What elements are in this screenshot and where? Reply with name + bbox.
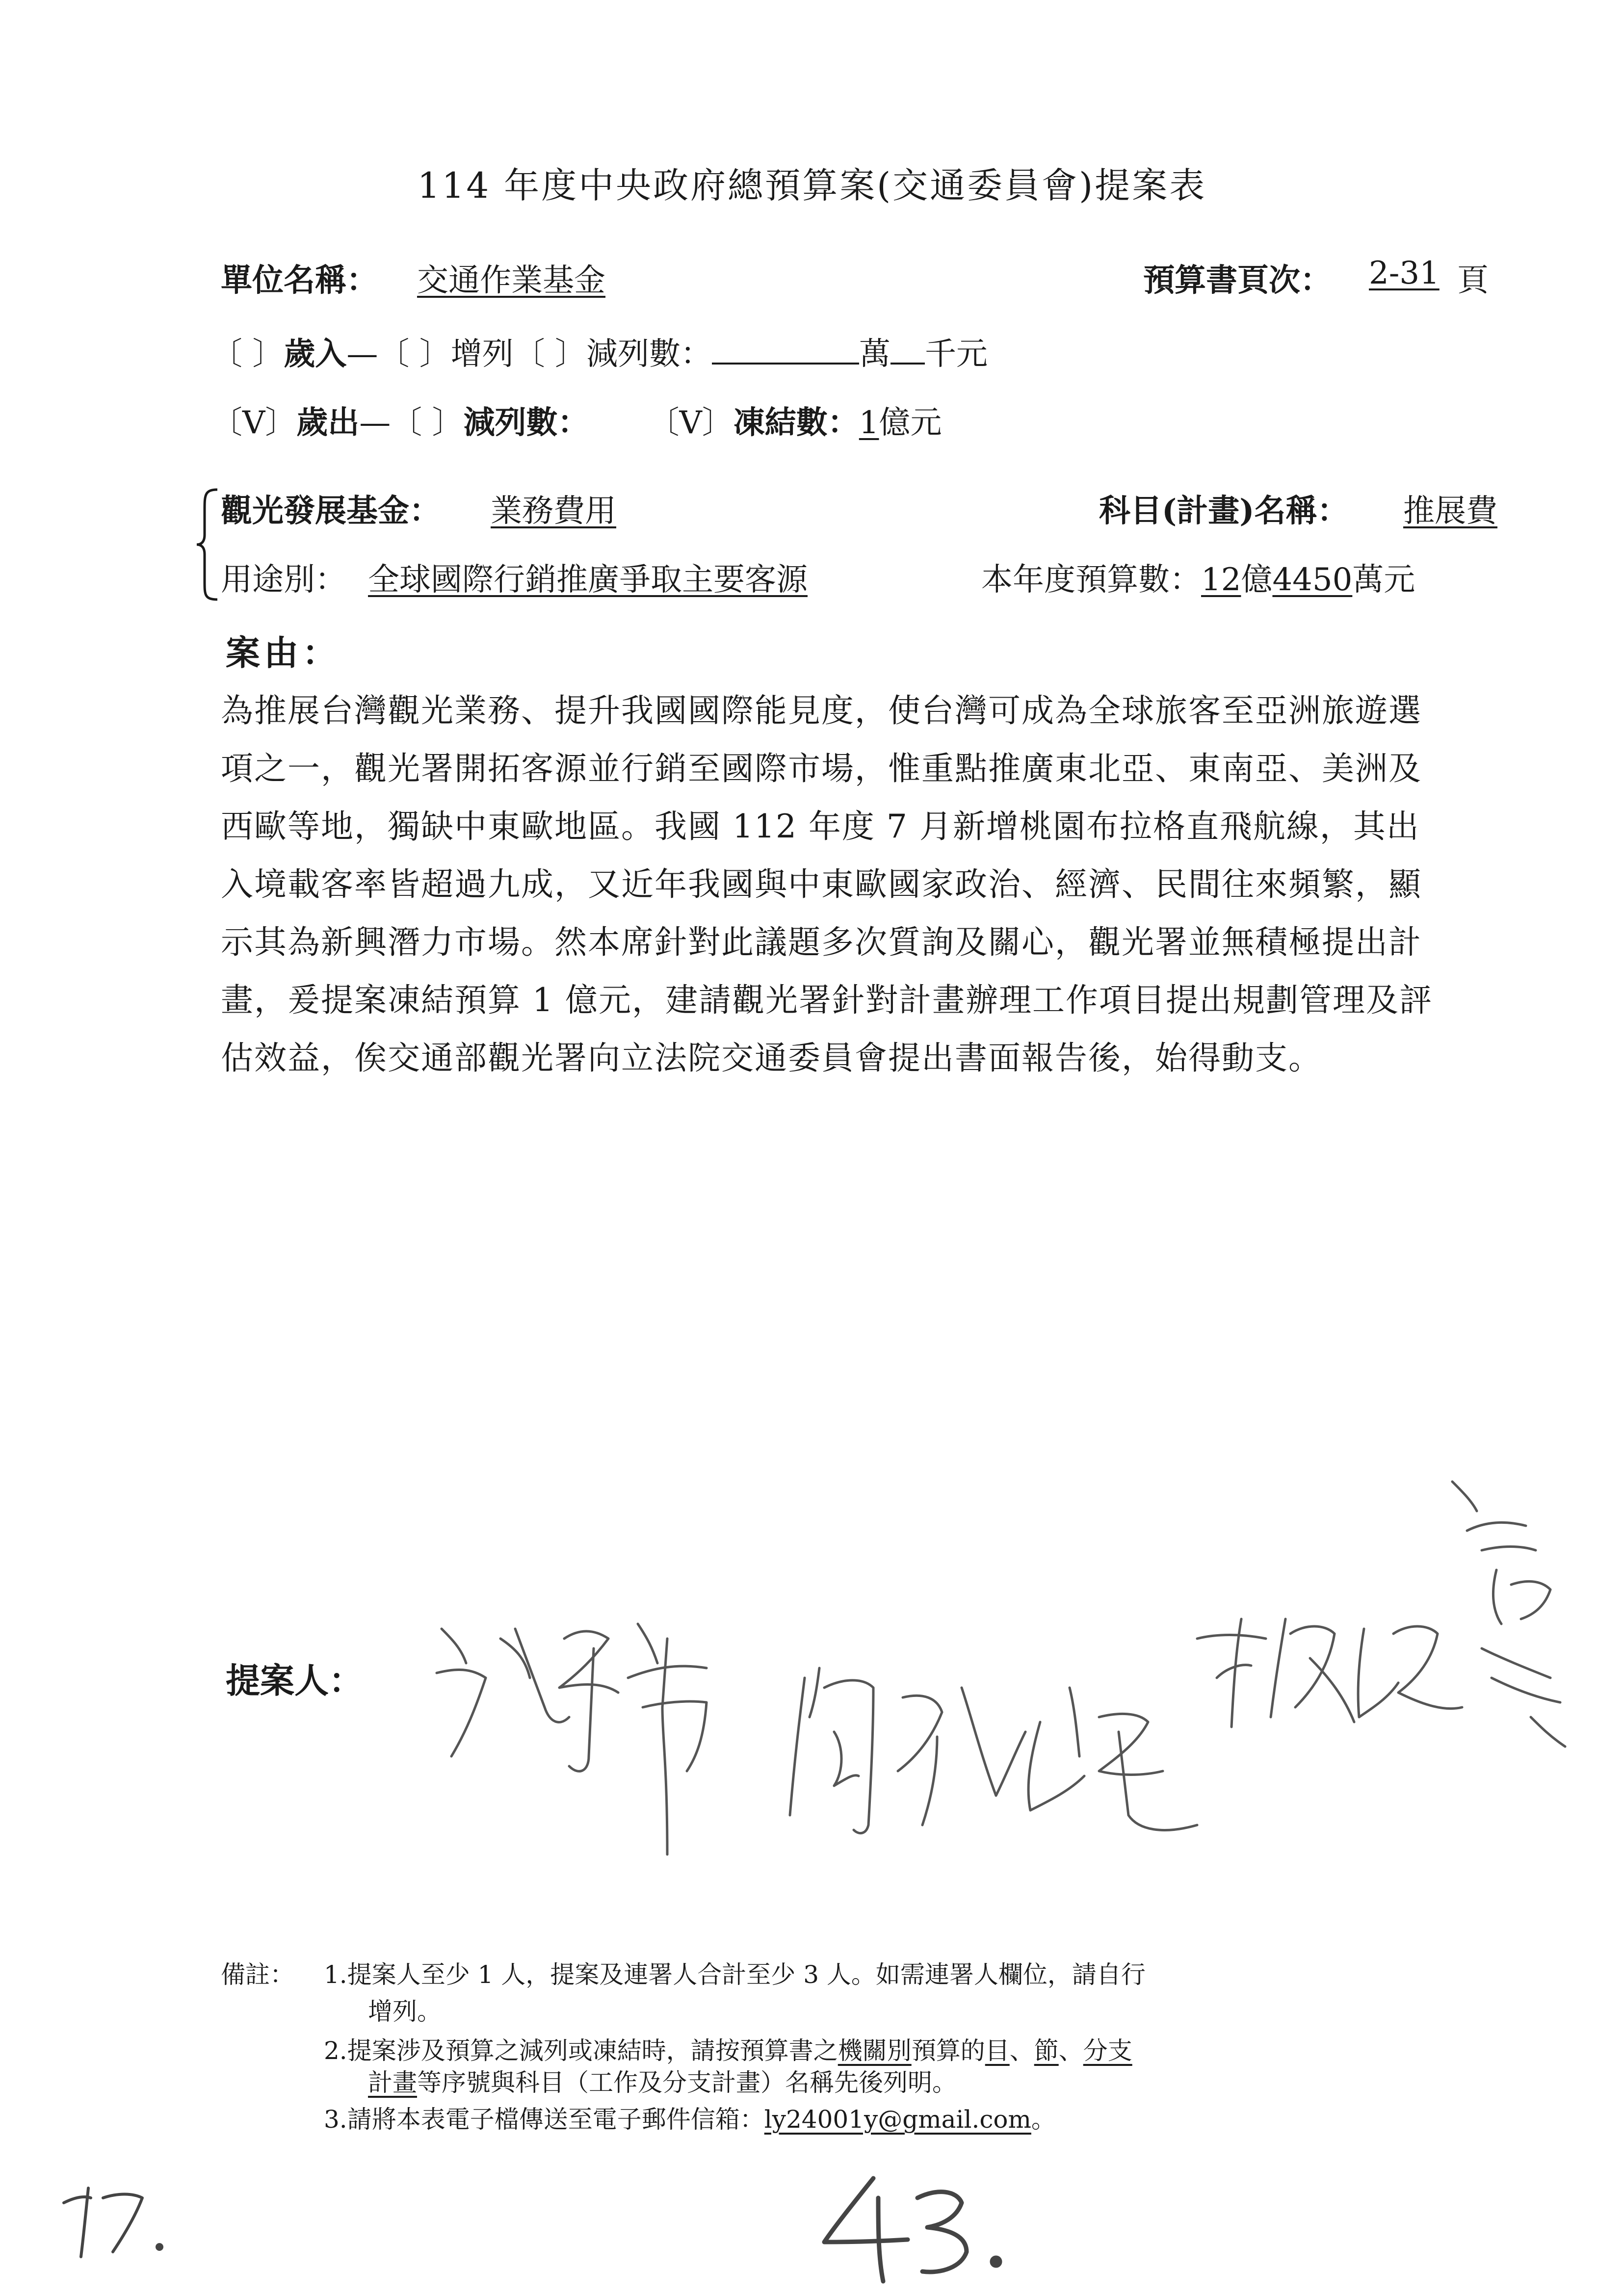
purpose-label: 用途別： xyxy=(221,562,346,598)
revenue-checkbox: 〔 〕 xyxy=(211,336,284,372)
note-2-text-c: 、 xyxy=(1009,2036,1034,2065)
note-3-line xyxy=(324,2100,1056,2135)
page-ref-suffix: 頁 xyxy=(1457,262,1489,299)
revenue-amount-blank xyxy=(712,359,859,365)
unit-value: 交通作業基金 xyxy=(417,262,605,299)
freeze-unit: 億元 xyxy=(879,405,942,441)
note-2-line-2 xyxy=(368,2063,957,2098)
revenue-line xyxy=(211,329,988,374)
note-2-underline-plan: 計畫 xyxy=(368,2068,417,2097)
expenditure-dash: — xyxy=(359,405,391,441)
note-1-line-1: 1.提案人至少 1 人，提案及連署人合計至少 3 人。如需連署人欄位，請自行 xyxy=(324,1960,1146,1989)
budget-wan-value: 4450 xyxy=(1272,562,1353,598)
fund-value: 業務費用 xyxy=(491,493,616,529)
revenue-increase-checkbox: 〔 〕 xyxy=(378,336,451,372)
signature-2 xyxy=(775,1658,1217,1864)
revenue-dash: — xyxy=(346,336,378,372)
handwritten-margin-mark xyxy=(54,2168,172,2267)
freeze-value: 1 xyxy=(859,405,879,441)
bracket-brace xyxy=(194,486,223,603)
page-title: 114 年度中央政府總預算案(交通委員會)提案表 xyxy=(417,165,1207,206)
budget-yi-unit: 億 xyxy=(1241,562,1273,598)
revenue-label: 歲入 xyxy=(284,336,347,372)
expenditure-line xyxy=(211,397,942,443)
note-1-line-2: 增列。 xyxy=(368,1997,442,2026)
budget-line xyxy=(981,554,1415,600)
page-ref-label: 預算書頁次： xyxy=(1143,262,1332,299)
expenditure-decrease-checkbox: 〔 〕 xyxy=(391,405,464,441)
reason-heading: 案由： xyxy=(226,632,341,673)
revenue-unit: 千元 xyxy=(925,336,988,372)
revenue-decrease-checkbox: 〔 〕 xyxy=(513,336,587,372)
revenue-thousand-blank xyxy=(891,359,925,365)
proposer-label: 提案人： xyxy=(226,1660,363,1701)
notes-prefix: 備註： xyxy=(221,1960,294,1989)
unit-label: 單位名稱： xyxy=(221,262,378,299)
subject-value: 推展費 xyxy=(1403,493,1497,529)
fund-label: 觀光發展基金： xyxy=(221,493,441,529)
note-2-line-1 xyxy=(324,2031,1132,2066)
note-2-text-a: 2.提案涉及預算之減列或凍結時，請按預算書之 xyxy=(324,2036,838,2065)
note-3-end: 。 xyxy=(1031,2105,1056,2134)
handwritten-page-number xyxy=(814,2168,1021,2296)
freeze-label: 凍結數： xyxy=(733,404,859,441)
freeze-checkbox: 〔V〕 xyxy=(648,405,733,441)
subject-label: 科目(計畫)名稱： xyxy=(1099,493,1349,529)
revenue-increase-label: 增列 xyxy=(450,336,514,372)
note-2-underline-branch: 分支 xyxy=(1083,2036,1132,2065)
page-ref-value: 2-31 xyxy=(1369,255,1440,291)
note-2-underline-item: 目 xyxy=(985,2036,1010,2065)
note-2-text-e: 等序號與科目（工作及分支計畫）名稱先後列明。 xyxy=(417,2068,957,2097)
signature-1 xyxy=(432,1609,726,1884)
note-2-underline-section: 節 xyxy=(1034,2036,1059,2065)
budget-label: 本年度預算數： xyxy=(981,562,1201,598)
expenditure-label: 歲出 xyxy=(296,404,360,441)
note-2-text-b: 預算的 xyxy=(911,2036,985,2065)
purpose-value: 全球國際行銷推廣爭取主要客源 xyxy=(368,562,808,598)
expenditure-decrease-label: 減列數： xyxy=(463,404,589,441)
budget-wan-unit: 萬元 xyxy=(1352,562,1415,598)
revenue-decrease-label: 減列數： xyxy=(586,336,712,372)
note-3-email: ly24001y@gmail.com xyxy=(764,2105,1031,2134)
revenue-wan-unit: 萬 xyxy=(859,336,891,372)
expenditure-checkbox: 〔V〕 xyxy=(211,405,297,441)
budget-yi-value: 12 xyxy=(1201,562,1241,598)
note-2-text-d: 、 xyxy=(1058,2036,1083,2065)
reason-body: 為推展台灣觀光業務、提升我國國際能見度，使台灣可成為全球旅客至亞洲旅遊選項之一，觀光署開拓客源並行銷至國際市場，惟重點推廣東北亞、東南亞、美洲及西歐等地，獨缺中東歐地區。我國 112 年度 7 月新增桃園布拉格直飛航線，其出入境載客率皆超過九成，又近年我國與中東歐國家政治、經濟、民間往來頻繁，顯示其為新興潛力市場。然本席針對此議題多次質詢及關心，觀光署並無積極提出計畫，爰提案凍結預算 1 億元，建請觀光署針對計畫辦理工作項目提出規劃管理及評估效益，俟交通部觀光署向立法院交通委員會提出書面報告後，始得動支。 xyxy=(221,692,1433,1077)
note-3-text: 3.請將本表電子檔傳送至電子郵件信箱： xyxy=(324,2105,764,2134)
note-2-underline-agency: 機關別 xyxy=(838,2036,912,2065)
signature-3 xyxy=(1187,1472,1590,1786)
